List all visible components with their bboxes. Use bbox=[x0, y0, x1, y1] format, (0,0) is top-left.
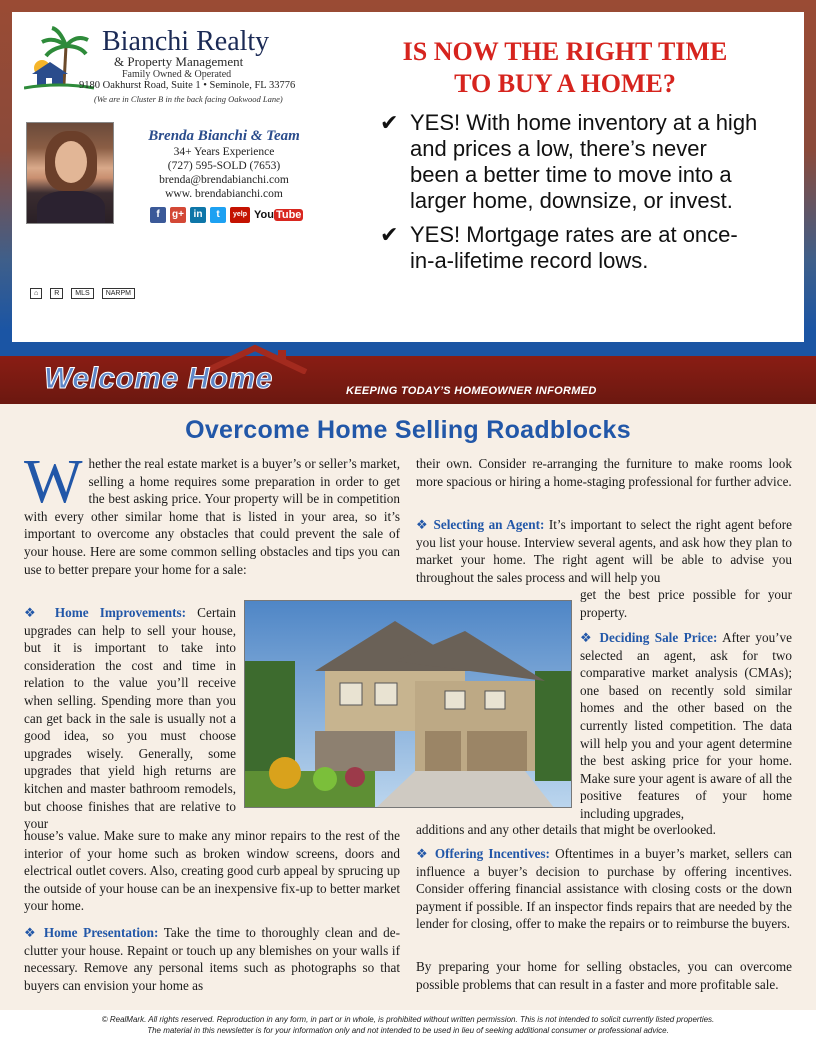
narpm-icon: NARPM bbox=[102, 288, 135, 299]
facebook-icon[interactable]: f bbox=[150, 207, 166, 223]
equal-housing-icon: ⌂ bbox=[30, 288, 42, 299]
section-home-improvements-cont: house’s value. Make sure to make any minor repairs to the rest of the interior of your home such as broken window screens, doors and electrical outlet covers. Also, creating good curb appeal by sprucing up the outside of your house can be an inexpensive fix-up to better market your home. bbox=[24, 828, 400, 914]
headline-line-1: IS NOW THE RIGHT TIME bbox=[402, 37, 728, 66]
subhead-deciding-price: Deciding Sale Price: bbox=[599, 630, 718, 645]
youtube-icon[interactable] bbox=[254, 207, 302, 223]
headline-bullets bbox=[380, 110, 760, 282]
agent-website[interactable]: www. brendabianchi.com bbox=[165, 188, 283, 200]
section-home-improvements: ❖ Home Improvements: Certain upgrades can help to sell your house, but it is important to take into consideration the cost and time in relation to the value you’ll receive when selling. Spending more than you can get back in the sale is usually not a good idea, so you must choose upgrades wisely. Generally, some upgrades that yield high returns are kitchen and master bathroom remodels, but choose finishes that are relative to your bbox=[24, 605, 236, 832]
agent-name: Brenda Bianchi & Team bbox=[148, 128, 300, 144]
agent-contact bbox=[120, 128, 328, 223]
footer bbox=[0, 1010, 816, 1056]
section-selecting-agent: ❖ Selecting an Agent: It’s important to select the right agent before you list your house. Interview several agents, and ask how they plan to market your home. The right agent will be able to advise you throughout the sales process and will help you bbox=[416, 517, 792, 585]
checkmark-icon: ✔ bbox=[380, 110, 399, 135]
section-offering-incentives: ❖ Offering Incentives: Oftentimes in a buyer’s market, sellers can influence a buyer’s decision to purchase by offering incentives. Consider offering financial assistance with closing costs or the down payment if possible. If an inspector finds repairs that are needed by the lender for closing, offer to make the repairs or to reimburse the buyers. bbox=[416, 846, 793, 932]
bullet-item: ✔ YES! Mortgage rates are at once-in-a-lifetime record lows. bbox=[380, 222, 738, 273]
agent-experience: 34+ Years Experience bbox=[173, 146, 275, 158]
mls-icon: MLS bbox=[71, 288, 93, 299]
youtube-you: You bbox=[254, 209, 274, 221]
brand-location-note: (We are in Cluster B in the back facing Oakwood Lane) bbox=[94, 94, 283, 104]
youtube-tube: Tube bbox=[275, 209, 302, 221]
diamond-bullet-icon: ❖ bbox=[580, 630, 594, 645]
subhead-offering-incentives: Offering Incentives: bbox=[434, 846, 550, 861]
headline-line-2: TO BUY A HOME? bbox=[454, 69, 676, 98]
brand-address: 9180 Oakhurst Road, Suite 1 • Seminole, FL 33776 bbox=[79, 80, 296, 91]
newsletter-title: Welcome Home bbox=[44, 362, 273, 395]
agent-phone[interactable]: (727) 595-SOLD (7653) bbox=[167, 160, 281, 172]
subhead-home-presentation: Home Presentation: bbox=[43, 925, 159, 940]
dropcap: W bbox=[24, 448, 83, 516]
footer-copyright: © RealMark. All rights reserved. Reproduction in any form, in part or in whole, is prohibited without written permission. This is not intended to solicit currently listed properties. bbox=[101, 1015, 715, 1024]
diamond-bullet-icon: ❖ bbox=[24, 605, 44, 620]
diamond-bullet-icon: ❖ bbox=[416, 846, 430, 861]
agent-email[interactable]: brenda@brendabianchi.com bbox=[159, 174, 289, 186]
brand-subtitle: & Property Management bbox=[114, 54, 244, 69]
subhead-home-improvements: Home Improvements: bbox=[54, 605, 186, 620]
diamond-bullet-icon: ❖ bbox=[24, 925, 39, 940]
company-logo bbox=[24, 24, 344, 124]
section-presentation-cont: their own. Consider re-arranging the furniture to make rooms look more spacious or hiring a home-staging professional for further advice. bbox=[416, 456, 792, 489]
footer-disclaimer: The material in this newsletter is for your information only and not intended to be used in lieu of seeking additional consumer or professional advice. bbox=[147, 1026, 669, 1035]
house-photo bbox=[244, 600, 572, 808]
section-home-presentation: ❖ Home Presentation: Take the time to thoroughly clean and de-clutter your house. Repaint or touch up any blemishes on your walls if necessary. Remove any personal items such as photographs so that buyers can envision your home as bbox=[24, 925, 400, 993]
brand-tagline: Family Owned & Operated bbox=[122, 69, 232, 80]
headline bbox=[360, 36, 770, 100]
section-deciding-price: ❖ Deciding Sale Price: After you’ve selected an agent, ask for two comparative market analysis (CMAs); one based on recently sold similar homes and the other based on the currently listed competition. The data will help you and your agent determine the best asking price for your home. Make sure your agent is aware of all the positive features of your home including upgrades, bbox=[580, 630, 793, 821]
agent-photo bbox=[26, 122, 114, 224]
newsletter-tagline: KEEPING TODAY’S HOMEOWNER INFORMED bbox=[346, 385, 597, 397]
social-links bbox=[120, 207, 328, 223]
industry-marks bbox=[30, 288, 135, 299]
article-intro: Whether the real estate market is a buyer’s or seller’s market, selling a home requires some preparation in order to get the best asking price. Your property will be in competition with every other similar home that is listed in your area, so it’s important to overcome any obstacles that could prevent the sale of your house. Here are some common selling obstacles and tips you can use to better prepare your home for a sale: bbox=[24, 448, 400, 577]
twitter-icon[interactable]: t bbox=[210, 207, 226, 223]
checkmark-icon: ✔ bbox=[380, 222, 399, 247]
googleplus-icon[interactable]: g+ bbox=[170, 207, 186, 223]
bullet-item: ✔ YES! With home inventory at a high and prices a low, there’s never been a better time to move into a larger home, downsize, or invest. bbox=[380, 110, 758, 213]
article-title: Overcome Home Selling Roadblocks bbox=[185, 416, 631, 444]
linkedin-icon[interactable]: in bbox=[190, 207, 206, 223]
article-closing: By preparing your home for selling obstacles, you can overcome possible problems that can result in a faster and more profitable sale. bbox=[416, 959, 792, 992]
diamond-bullet-icon: ❖ bbox=[416, 517, 430, 532]
yelp-icon[interactable]: yelp bbox=[230, 207, 250, 223]
section-selecting-agent-cont: get the best price possible for your property. bbox=[580, 587, 792, 620]
section-deciding-price-cont: additions and any other details that might be overlooked. bbox=[416, 822, 716, 837]
subhead-selecting-agent: Selecting an Agent: bbox=[433, 517, 545, 532]
brand-name: Bianchi Realty bbox=[102, 26, 270, 57]
realtor-icon: R bbox=[50, 288, 63, 299]
